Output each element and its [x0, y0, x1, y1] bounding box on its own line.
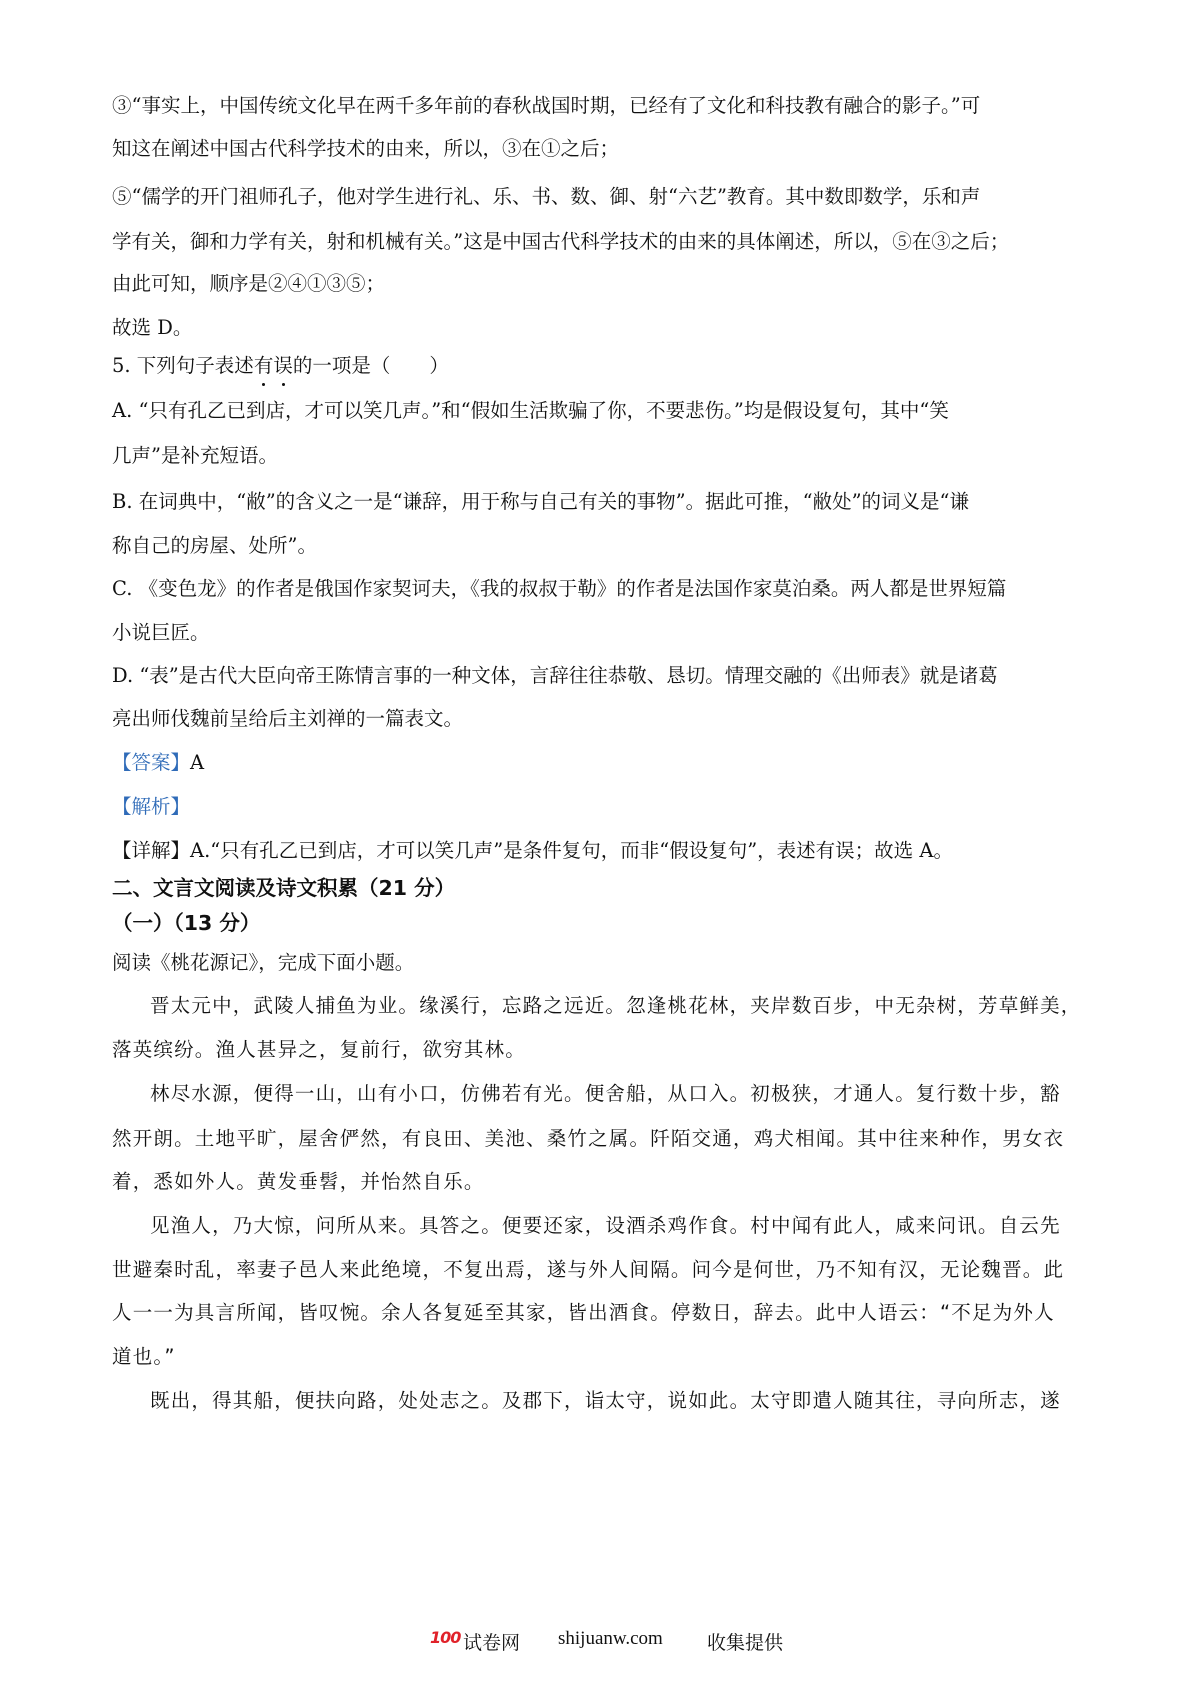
option-a-cont: 几声”是补充短语。 [112, 444, 278, 467]
text-line: ⑤“儒学的开门祖师孔子，他对学生进行礼、乐、书、数、御、射“六艺”教育。其中数即数学，乐和声 [112, 185, 981, 208]
passage-line: 道也。” [112, 1345, 176, 1368]
question-stem-text: 5. 下列句子表述 [112, 354, 254, 377]
question-stem-text: 的一项是（ ） [292, 354, 449, 377]
option-d: D. “表”是古代大臣向帝王陈情言事的一种文体，言辞往往恭敬、恳切。情理交融的《出师表》就是诸葛 [112, 664, 998, 687]
section-subtitle: （一）（13 分） [112, 911, 261, 935]
credit-text: 收集提供 [707, 1632, 784, 1654]
site-logo-text: 试卷网 [463, 1632, 521, 1654]
text-line: ③“事实上，中国传统文化早在两千多年前的春秋战国时期，已经有了文化和科技教有融合的影子。”可 [112, 94, 981, 117]
detail-line: 【详解】A.“只有孔乙已到店，才可以笑几声”是条件复句，而非“假设复句”，表述有误；故选 A。 [112, 839, 953, 862]
emphasis-char: 有 [254, 351, 274, 381]
option-a: A. “只有孔乙已到店，才可以笑几声。”和“假如生活欺骗了你，不要悲伤。”均是假设复句，其中“笑 [112, 399, 949, 422]
passage-line: 然开朗。土地平旷，屋舍俨然，有良田、美池、桑竹之属。阡陌交通，鸡犬相闻。其中往来种作，男女衣 [112, 1127, 1065, 1150]
text-line: 由此可知，顺序是②④①③⑤； [112, 272, 386, 295]
option-d-cont: 亮出师伐魏前呈给后主刘禅的一篇表文。 [112, 707, 464, 730]
answer-tag: 【答案】 [112, 751, 191, 774]
site-logo: 100 [430, 1628, 461, 1647]
passage-line: 世避秦时乱，率妻子邑人来此绝境，不复出焉，遂与外人间隔。问今是何世，乃不知有汉，无论魏晋。此 [112, 1258, 1065, 1281]
passage-line: 林尽水源，便得一山，山有小口，仿佛若有光。便舍船，从口入。初极狭，才通人。复行数十步，豁 [150, 1082, 1061, 1105]
answer-line [112, 748, 1092, 778]
text-line: 学有关，御和力学有关，射和机械有关。”这是中国古代科学技术的由来的具体阐述，所以，⑤在③之后； [112, 230, 1010, 253]
option-c-cont: 小说巨匠。 [112, 621, 210, 644]
option-c: C. 《变色龙》的作者是俄国作家契诃夫，《我的叔叔于勒》的作者是法国作家莫泊桑。两人都是世界短篇 [112, 577, 1007, 600]
text-line: 故选 D。 [112, 316, 193, 339]
option-b-cont: 称自己的房屋、处所”。 [112, 534, 317, 557]
site-url: shijuanw.com [558, 1628, 663, 1649]
passage-line: 落英缤纷。渔人甚异之，复前行，欲穷其林。 [112, 1038, 527, 1061]
instruction: 阅读《桃花源记》，完成下面小题。 [112, 951, 415, 974]
section-title: 二、文言文阅读及诗文积累（21 分） [112, 876, 456, 900]
passage-line: 着，悉如外人。黄发垂髫，并怡然自乐。 [112, 1170, 485, 1193]
text-line: 知这在阐述中国古代科学技术的由来，所以，③在①之后； [112, 137, 620, 160]
answer-value: A [190, 751, 205, 774]
passage-line: 晋太元中，武陵人捕鱼为业。缘溪行，忘路之远近。忽逢桃花林，夹岸数百步，中无杂树，芳草鲜美， [150, 994, 1082, 1017]
page-footer [0, 1628, 1191, 1658]
emphasis-char: 误 [273, 351, 293, 381]
analysis-tag: 【解析】 [112, 795, 191, 818]
passage-line: 既出，得其船，便扶向路，处处志之。及郡下，诣太守，说如此。太守即遣人随其往，寻向所志，遂 [150, 1389, 1061, 1412]
option-b: B. 在词典中，“敝”的含义之一是“谦辞，用于称与自己有关的事物”。据此可推，“敝处”的词义是“谦 [112, 490, 970, 513]
passage-line: 人一一为具言所闻，皆叹惋。余人各复延至其家，皆出酒食。停数日，辞去。此中人语云：“不足为外人 [112, 1301, 1055, 1324]
passage-line: 见渔人，乃大惊，问所从来。具答之。便要还家，设酒杀鸡作食。村中闻有此人，咸来问讯。自云先 [150, 1214, 1061, 1237]
question-stem [112, 351, 1092, 381]
